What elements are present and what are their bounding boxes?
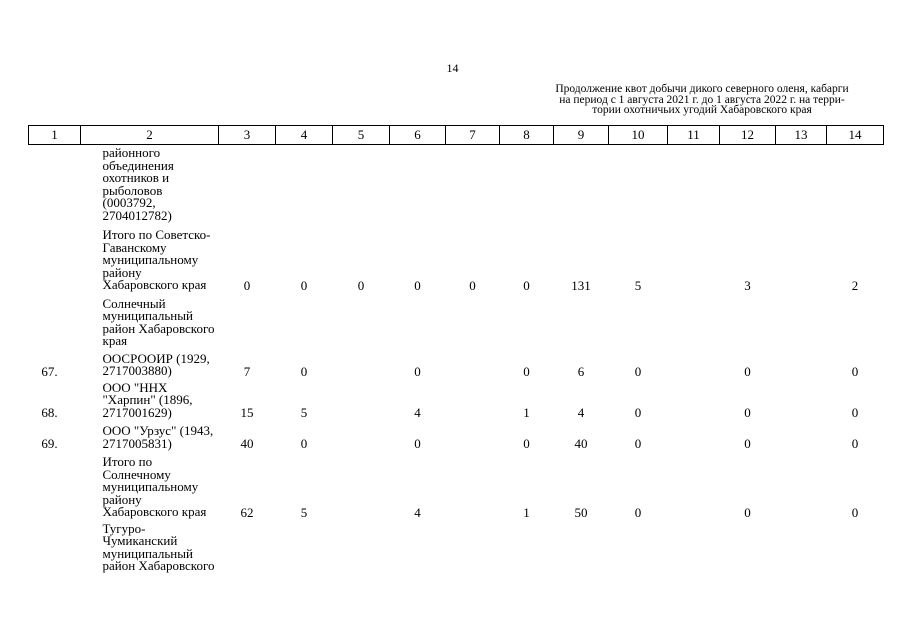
quota-value	[668, 519, 720, 573]
caption-line: Продолжение квот добычи дикого северного оленя, кабарги	[555, 83, 849, 95]
row-name-line: ООО "Урзус" (1943,	[102, 423, 214, 438]
quota-value	[554, 292, 609, 348]
quota-value	[446, 519, 500, 573]
quota-value: 0	[523, 436, 530, 451]
row-name	[81, 450, 219, 519]
quota-value	[609, 519, 668, 573]
row-name-line: район Хабаровского	[102, 558, 215, 573]
row-name-line: (0003792,	[102, 195, 156, 210]
column-header: 3	[219, 126, 276, 145]
row-name-line: муниципальному	[102, 479, 199, 494]
column-header: 11	[668, 126, 720, 145]
quota-value: 0	[523, 363, 530, 379]
quota-value: 4	[414, 405, 421, 420]
row-name-line: края	[102, 333, 128, 348]
quota-value: 0	[851, 504, 859, 520]
quota-value: 1	[523, 504, 530, 520]
quota-value	[500, 519, 554, 573]
row-number: 67.	[41, 363, 58, 379]
quota-value: 62	[240, 504, 254, 520]
quota-value	[390, 519, 446, 573]
column-header: 13	[776, 126, 827, 145]
table-row	[29, 419, 884, 450]
row-name-line: район Хабаровского	[102, 320, 215, 336]
column-header: 9	[554, 126, 609, 145]
table-caption	[534, 84, 870, 116]
table-row	[29, 348, 884, 378]
quota-value: 0	[851, 436, 859, 451]
quota-value	[827, 519, 884, 573]
quota-value	[333, 419, 390, 450]
column-header: 14	[827, 126, 884, 145]
row-name	[81, 378, 219, 420]
row-name-line: Хабаровского края	[102, 277, 207, 292]
quota-value	[446, 145, 500, 223]
row-name-line: муниципальный	[102, 308, 193, 323]
quota-value	[500, 145, 554, 223]
quota-value	[554, 519, 609, 573]
quota-value	[333, 292, 390, 348]
quota-value: 3	[744, 277, 751, 293]
row-number	[29, 450, 81, 519]
table-row	[29, 292, 884, 348]
quota-value	[219, 292, 276, 348]
row-name-line: ООСРООИР (1929,	[102, 350, 210, 366]
quota-table	[28, 125, 884, 573]
quota-value	[276, 145, 333, 223]
quota-value	[776, 348, 827, 378]
quota-value	[276, 292, 333, 348]
column-header: 5	[333, 126, 390, 145]
quota-value: 0	[851, 405, 859, 420]
quota-value: 0	[744, 436, 751, 451]
row-number: 69.	[41, 436, 58, 451]
row-name-line: 2717003880)	[102, 363, 172, 378]
row-name	[81, 222, 219, 292]
quota-value: 0	[634, 405, 642, 420]
row-number: 68.	[41, 405, 58, 420]
quota-value: 4	[414, 504, 421, 520]
row-name	[81, 348, 219, 378]
quota-value	[333, 450, 390, 519]
row-name-line: Солнечному	[102, 466, 171, 482]
quota-value	[333, 378, 390, 420]
quota-value: 1	[523, 405, 530, 420]
quota-value	[827, 292, 884, 348]
quota-value	[776, 222, 827, 292]
table-body	[29, 145, 884, 573]
quota-value: 0	[414, 277, 421, 293]
quota-value: 0	[469, 277, 476, 293]
table-row	[29, 519, 884, 573]
quota-value: 40	[240, 436, 254, 451]
quota-value	[333, 519, 390, 573]
quota-value: 5	[300, 405, 308, 420]
row-name-line: району	[102, 264, 142, 280]
row-name-line: 2704012782)	[102, 207, 172, 223]
quota-value: 0	[523, 277, 530, 293]
column-header: 7	[446, 126, 500, 145]
quota-value: 40	[574, 436, 588, 451]
quota-value: 5	[634, 277, 642, 293]
quota-value	[720, 145, 776, 223]
row-name-line: Тугуро-	[102, 520, 146, 536]
row-name-line: Чумиканский	[102, 533, 178, 548]
quota-value: 15	[240, 405, 254, 420]
quota-value	[668, 348, 720, 378]
row-name-line: Хабаровского края	[102, 504, 207, 519]
quota-value	[776, 519, 827, 573]
quota-value: 4	[577, 405, 585, 420]
table-row	[29, 222, 884, 292]
quota-value: 0	[414, 436, 421, 451]
quota-value	[446, 419, 500, 450]
quota-value	[668, 145, 720, 223]
row-name-line: Гаванскому	[102, 239, 167, 255]
row-name-line: рыболовов	[102, 182, 163, 198]
quota-value	[776, 419, 827, 450]
row-name-line: муниципальный	[102, 545, 193, 561]
row-name	[81, 292, 219, 348]
row-name-line: "Харпин" (1896,	[102, 392, 193, 407]
quota-value	[776, 450, 827, 519]
quota-value	[776, 378, 827, 420]
quota-value	[668, 378, 720, 420]
row-name-line: 2717001629)	[102, 404, 172, 420]
row-name-line: Солнечный	[102, 295, 166, 311]
quota-value: 0	[300, 277, 308, 293]
quota-value: 0	[414, 363, 421, 379]
row-name-line: районного	[102, 145, 161, 160]
table-row	[29, 378, 884, 420]
quota-value: 5	[300, 504, 308, 520]
page-number: 14	[446, 61, 459, 75]
quota-value	[446, 378, 500, 420]
caption-line: на период с 1 августа 2021 г. до 1 августа 2022 г. на терри-	[559, 93, 845, 106]
row-name	[81, 145, 219, 223]
quota-value	[776, 145, 827, 223]
row-name-line: Итого по	[102, 454, 153, 469]
quota-value: 0	[634, 436, 642, 451]
quota-value: 0	[300, 363, 308, 379]
column-header: 1	[29, 126, 81, 145]
row-name-line: району	[102, 491, 142, 507]
row-name-line: объединения	[102, 157, 174, 173]
row-name	[81, 519, 219, 573]
quota-value	[390, 145, 446, 223]
quota-value: 2	[851, 277, 859, 293]
row-number	[29, 292, 81, 348]
row-name	[81, 419, 219, 450]
row-name-line: 2717005831)	[102, 435, 172, 451]
column-header: 8	[500, 126, 554, 145]
quota-value	[219, 519, 276, 573]
quota-value	[827, 145, 884, 223]
row-name-line: охотников и	[102, 170, 170, 185]
quota-value: 0	[744, 405, 751, 420]
quota-value: 0	[851, 363, 859, 379]
quota-value	[276, 519, 333, 573]
quota-value: 0	[357, 277, 365, 293]
caption-line: тории охотничьих угодий Хабаровского края	[592, 104, 812, 116]
quota-value: 0	[744, 363, 751, 379]
quota-value	[720, 519, 776, 573]
column-header: 6	[390, 126, 446, 145]
table-row	[29, 145, 884, 223]
header-row	[29, 126, 884, 145]
quota-value: 50	[574, 504, 588, 520]
column-header: 12	[720, 126, 776, 145]
row-number	[29, 145, 81, 223]
quota-value	[219, 145, 276, 223]
table-row	[29, 450, 884, 519]
quota-value	[668, 292, 720, 348]
row-number	[29, 519, 81, 573]
quota-value	[609, 292, 668, 348]
quota-value	[668, 222, 720, 292]
quota-value: 0	[744, 504, 751, 520]
column-header: 4	[276, 126, 333, 145]
row-name-line: ООО "ННХ	[102, 379, 168, 395]
column-header: 10	[609, 126, 668, 145]
quota-value: 6	[577, 363, 585, 379]
quota-value: 0	[300, 436, 308, 451]
quota-value	[446, 450, 500, 519]
row-name-line: муниципальному	[102, 252, 199, 267]
row-name-line: Итого по Советско-	[102, 227, 211, 242]
quota-value	[390, 292, 446, 348]
quota-value: 0	[634, 363, 642, 379]
quota-value	[720, 292, 776, 348]
quota-value	[333, 348, 390, 378]
column-header: 2	[81, 126, 219, 145]
quota-value: 7	[243, 363, 251, 379]
quota-value	[333, 145, 390, 223]
quota-value	[776, 292, 827, 348]
quota-value	[446, 348, 500, 378]
quota-value	[609, 145, 668, 223]
quota-value	[554, 145, 609, 223]
row-number	[29, 222, 81, 292]
quota-value: 131	[571, 277, 591, 293]
quota-value	[668, 419, 720, 450]
quota-value	[446, 292, 500, 348]
quota-value: 0	[634, 504, 642, 520]
quota-value	[668, 450, 720, 519]
quota-value	[500, 292, 554, 348]
quota-value: 0	[243, 277, 251, 293]
